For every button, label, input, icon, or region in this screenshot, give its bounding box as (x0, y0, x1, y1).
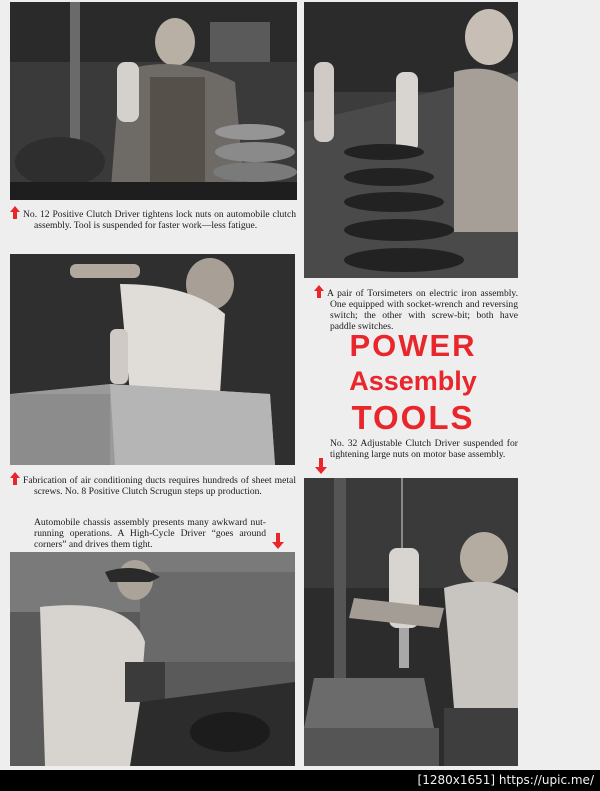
title-tools: TOOLS (351, 399, 475, 436)
arrow-up-icon (10, 472, 20, 485)
photo-chassis-assembly (10, 552, 295, 766)
arrow-down-icon (272, 533, 284, 549)
caption-text: No. 32 Adjustable Clutch Driver suspended for tightening large nuts on motor base assembly. (330, 438, 518, 460)
arrow-up-icon (314, 285, 324, 298)
photo-motor-base-assembly (304, 478, 518, 766)
caption-text: Fabrication of air conditioning ducts requires hundreds of sheet metal screws. No. 8 Positive Clutch Scrugun steps up production. (23, 475, 296, 497)
caption-photo4 (34, 517, 266, 550)
arrow-up-icon (10, 206, 20, 219)
photo-air-ducts (10, 254, 295, 465)
caption-text: No. 12 Positive Clutch Driver tightens lock nuts on automobile clutch assembly. Tool is suspended for faster work—less fatigue. (23, 209, 296, 231)
caption-text: A pair of Torsimeters on electric iron assembly. One equipped with socket-wrench and reversing switch; the other with screw-bit; both have paddle switches. (327, 288, 518, 332)
title-power: POWER (349, 328, 477, 363)
title-assembly: Assembly (349, 366, 477, 396)
arrow-down-icon (315, 458, 327, 474)
caption-photo2 (327, 285, 518, 332)
photo-clutch-driver (10, 2, 297, 200)
image-host-footer (0, 770, 600, 791)
caption-photo5 (330, 438, 518, 460)
footer-text[interactable]: [1280x1651] https://upic.me/ (417, 773, 594, 787)
caption-photo3 (23, 472, 296, 497)
caption-photo1 (23, 206, 296, 231)
caption-text: Automobile chassis assembly presents many awkward nut-running operations. A High-Cycle Driver “goes around corners” and drives them tight. (34, 517, 266, 550)
photo-torsimeters (304, 2, 518, 278)
